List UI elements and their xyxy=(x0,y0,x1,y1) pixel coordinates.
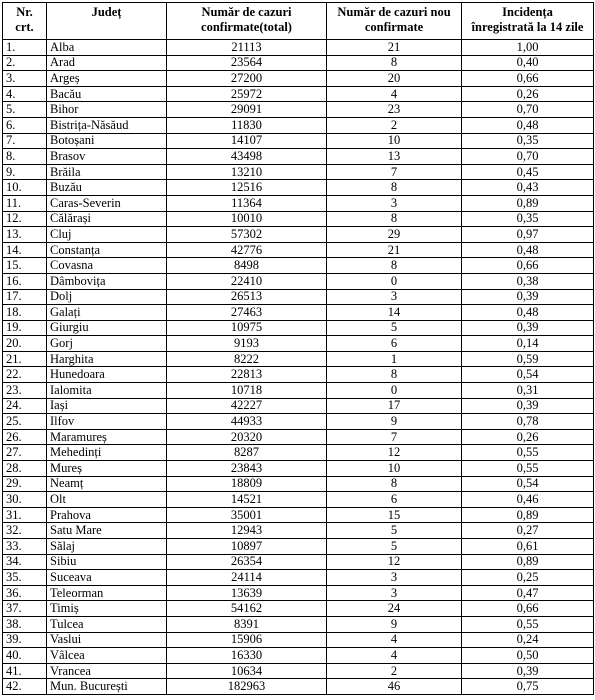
cell-incidence: 0,39 xyxy=(462,663,594,679)
header-nr-line1: Nr. xyxy=(16,5,33,19)
cell-new: 14 xyxy=(327,305,462,321)
cell-incidence: 0,89 xyxy=(462,507,594,523)
cell-incidence: 0,55 xyxy=(462,616,594,632)
cell-confirmed: 35001 xyxy=(167,507,327,523)
header-incidence xyxy=(462,3,594,40)
cell-confirmed: 26513 xyxy=(167,289,327,305)
cell-new: 10 xyxy=(327,461,462,477)
cell-judet: Argeș xyxy=(47,71,167,87)
cell-new: 6 xyxy=(327,336,462,352)
cell-incidence: 0,27 xyxy=(462,523,594,539)
cell-incidence: 0,35 xyxy=(462,133,594,149)
table-row xyxy=(3,351,594,367)
cell-judet: Cluj xyxy=(47,227,167,243)
cell-new: 24 xyxy=(327,601,462,617)
cell-new: 10 xyxy=(327,133,462,149)
table-row xyxy=(3,663,594,679)
header-nr xyxy=(3,3,47,40)
cell-confirmed: 26354 xyxy=(167,554,327,570)
cell-confirmed: 8287 xyxy=(167,445,327,461)
table-row xyxy=(3,180,594,196)
cell-confirmed: 8222 xyxy=(167,351,327,367)
cell-nr: 26. xyxy=(3,429,47,445)
table-row xyxy=(3,164,594,180)
table-row xyxy=(3,367,594,383)
cell-new: 8 xyxy=(327,258,462,274)
cell-judet: Ialomita xyxy=(47,383,167,399)
cell-confirmed: 8391 xyxy=(167,616,327,632)
cell-nr: 19. xyxy=(3,320,47,336)
cell-nr: 20. xyxy=(3,336,47,352)
cell-new: 4 xyxy=(327,86,462,102)
cell-confirmed: 14107 xyxy=(167,133,327,149)
cell-confirmed: 42776 xyxy=(167,242,327,258)
header-confirmed xyxy=(167,3,327,40)
cell-judet: Sibiu xyxy=(47,554,167,570)
cell-new: 29 xyxy=(327,227,462,243)
cell-incidence: 0,75 xyxy=(462,679,594,695)
cell-judet: Tulcea xyxy=(47,616,167,632)
cell-confirmed: 12943 xyxy=(167,523,327,539)
cell-new: 8 xyxy=(327,55,462,71)
cell-incidence: 0,61 xyxy=(462,539,594,555)
header-judet xyxy=(47,3,167,40)
cell-judet: Brasov xyxy=(47,149,167,165)
header-incidence-line2: înregistrată la 14 zile xyxy=(471,20,584,34)
header-confirmed-line2: confirmate(total) xyxy=(201,20,292,34)
cell-judet: Gorj xyxy=(47,336,167,352)
cell-incidence: 0,54 xyxy=(462,367,594,383)
cell-incidence: 0,31 xyxy=(462,383,594,399)
cell-judet: Brăila xyxy=(47,164,167,180)
table-row xyxy=(3,320,594,336)
cell-new: 0 xyxy=(327,273,462,289)
cell-confirmed: 23564 xyxy=(167,55,327,71)
table-row xyxy=(3,632,594,648)
cell-confirmed: 13210 xyxy=(167,164,327,180)
cell-new: 12 xyxy=(327,554,462,570)
table-row xyxy=(3,305,594,321)
header-judet-label: Județ xyxy=(91,5,122,19)
cell-nr: 12. xyxy=(3,211,47,227)
cell-nr: 1. xyxy=(3,40,47,56)
cell-nr: 35. xyxy=(3,570,47,586)
cell-confirmed: 10897 xyxy=(167,539,327,555)
cell-new: 12 xyxy=(327,445,462,461)
table-row xyxy=(3,242,594,258)
cell-confirmed: 16330 xyxy=(167,648,327,664)
cell-nr: 33. xyxy=(3,539,47,555)
cell-nr: 31. xyxy=(3,507,47,523)
table-row xyxy=(3,476,594,492)
cell-incidence: 0,70 xyxy=(462,149,594,165)
cell-judet: Vaslui xyxy=(47,632,167,648)
cell-judet: Caras-Severin xyxy=(47,195,167,211)
cell-judet: Teleorman xyxy=(47,585,167,601)
cell-nr: 23. xyxy=(3,383,47,399)
cell-nr: 40. xyxy=(3,648,47,664)
cell-incidence: 0,59 xyxy=(462,351,594,367)
cell-new: 4 xyxy=(327,648,462,664)
cell-judet: Botoșani xyxy=(47,133,167,149)
cell-nr: 8. xyxy=(3,149,47,165)
cell-judet: Alba xyxy=(47,40,167,56)
cell-incidence: 0,54 xyxy=(462,476,594,492)
cell-judet: Satu Mare xyxy=(47,523,167,539)
cell-judet: Iași xyxy=(47,398,167,414)
cell-confirmed: 182963 xyxy=(167,679,327,695)
cell-judet: Bihor xyxy=(47,102,167,118)
table-row xyxy=(3,273,594,289)
cell-judet: Olt xyxy=(47,492,167,508)
cell-new: 8 xyxy=(327,211,462,227)
cell-nr: 30. xyxy=(3,492,47,508)
header-new-line2: confirmate xyxy=(364,20,424,34)
cell-incidence: 0,55 xyxy=(462,461,594,477)
cell-nr: 9. xyxy=(3,164,47,180)
cell-judet: Buzău xyxy=(47,180,167,196)
table-row xyxy=(3,679,594,695)
cell-incidence: 0,43 xyxy=(462,180,594,196)
cell-judet: Harghita xyxy=(47,351,167,367)
table-row xyxy=(3,211,594,227)
cell-new: 4 xyxy=(327,632,462,648)
table-row xyxy=(3,585,594,601)
table-row xyxy=(3,383,594,399)
cell-confirmed: 43498 xyxy=(167,149,327,165)
table-row xyxy=(3,507,594,523)
cell-new: 13 xyxy=(327,149,462,165)
cell-incidence: 0,26 xyxy=(462,86,594,102)
cell-nr: 28. xyxy=(3,461,47,477)
cell-judet: Dâmbovița xyxy=(47,273,167,289)
cell-new: 3 xyxy=(327,289,462,305)
cell-new: 7 xyxy=(327,429,462,445)
cell-nr: 3. xyxy=(3,71,47,87)
table-row xyxy=(3,40,594,56)
table-row xyxy=(3,71,594,87)
table-row xyxy=(3,289,594,305)
cell-nr: 17. xyxy=(3,289,47,305)
cell-confirmed: 10975 xyxy=(167,320,327,336)
cell-incidence: 0,48 xyxy=(462,117,594,133)
cell-nr: 11. xyxy=(3,195,47,211)
cell-incidence: 0,24 xyxy=(462,632,594,648)
cell-incidence: 0,89 xyxy=(462,195,594,211)
cell-confirmed: 44933 xyxy=(167,414,327,430)
cell-confirmed: 10718 xyxy=(167,383,327,399)
cell-incidence: 0,78 xyxy=(462,414,594,430)
cell-judet: Constanța xyxy=(47,242,167,258)
cell-incidence: 0,46 xyxy=(462,492,594,508)
cell-new: 23 xyxy=(327,102,462,118)
table-row xyxy=(3,570,594,586)
cell-judet: Dolj xyxy=(47,289,167,305)
table-row xyxy=(3,102,594,118)
cell-new: 2 xyxy=(327,663,462,679)
cell-nr: 38. xyxy=(3,616,47,632)
cell-nr: 25. xyxy=(3,414,47,430)
table-row xyxy=(3,648,594,664)
cell-nr: 34. xyxy=(3,554,47,570)
cell-judet: Bacău xyxy=(47,86,167,102)
cell-nr: 18. xyxy=(3,305,47,321)
cell-nr: 36. xyxy=(3,585,47,601)
cell-incidence: 0,26 xyxy=(462,429,594,445)
table-row xyxy=(3,336,594,352)
cell-confirmed: 9193 xyxy=(167,336,327,352)
cell-confirmed: 8498 xyxy=(167,258,327,274)
table-row xyxy=(3,398,594,414)
cell-nr: 10. xyxy=(3,180,47,196)
cell-confirmed: 20320 xyxy=(167,429,327,445)
cell-incidence: 0,55 xyxy=(462,445,594,461)
cell-nr: 6. xyxy=(3,117,47,133)
table-row xyxy=(3,195,594,211)
cell-confirmed: 42227 xyxy=(167,398,327,414)
cell-judet: Giurgiu xyxy=(47,320,167,336)
table-row xyxy=(3,149,594,165)
cell-new: 20 xyxy=(327,71,462,87)
cell-judet: Galați xyxy=(47,305,167,321)
table-row xyxy=(3,86,594,102)
table-row xyxy=(3,523,594,539)
cell-judet: Vrancea xyxy=(47,663,167,679)
cell-confirmed: 10634 xyxy=(167,663,327,679)
cell-confirmed: 11830 xyxy=(167,117,327,133)
cell-nr: 24. xyxy=(3,398,47,414)
cell-nr: 16. xyxy=(3,273,47,289)
cell-incidence: 0,39 xyxy=(462,398,594,414)
cell-judet: Maramureș xyxy=(47,429,167,445)
header-confirmed-line1: Număr de cazuri xyxy=(201,5,292,19)
header-nr-line2: crt. xyxy=(15,20,34,34)
cell-new: 5 xyxy=(327,539,462,555)
cell-new: 21 xyxy=(327,242,462,258)
table-row xyxy=(3,258,594,274)
cell-judet: Vâlcea xyxy=(47,648,167,664)
cell-confirmed: 21113 xyxy=(167,40,327,56)
table-row xyxy=(3,429,594,445)
table-row xyxy=(3,554,594,570)
cell-incidence: 0,50 xyxy=(462,648,594,664)
cell-confirmed: 10010 xyxy=(167,211,327,227)
cell-incidence: 0,97 xyxy=(462,227,594,243)
cell-confirmed: 22813 xyxy=(167,367,327,383)
cell-new: 8 xyxy=(327,367,462,383)
cell-confirmed: 27463 xyxy=(167,305,327,321)
cell-confirmed: 57302 xyxy=(167,227,327,243)
cell-incidence: 0,45 xyxy=(462,164,594,180)
cell-nr: 39. xyxy=(3,632,47,648)
cell-incidence: 0,39 xyxy=(462,289,594,305)
table-row xyxy=(3,601,594,617)
cell-new: 9 xyxy=(327,616,462,632)
cell-confirmed: 14521 xyxy=(167,492,327,508)
table-row xyxy=(3,616,594,632)
cell-new: 0 xyxy=(327,383,462,399)
table-row xyxy=(3,55,594,71)
cell-confirmed: 11364 xyxy=(167,195,327,211)
cell-new: 7 xyxy=(327,164,462,180)
cell-incidence: 0,25 xyxy=(462,570,594,586)
cell-judet: Călărași xyxy=(47,211,167,227)
cell-judet: Sălaj xyxy=(47,539,167,555)
cell-new: 2 xyxy=(327,117,462,133)
cell-incidence: 0,48 xyxy=(462,305,594,321)
cell-incidence: 0,48 xyxy=(462,242,594,258)
cell-new: 17 xyxy=(327,398,462,414)
cell-confirmed: 22410 xyxy=(167,273,327,289)
cell-nr: 13. xyxy=(3,227,47,243)
cell-judet: Timiș xyxy=(47,601,167,617)
cell-incidence: 0,14 xyxy=(462,336,594,352)
cell-incidence: 0,89 xyxy=(462,554,594,570)
cell-confirmed: 15906 xyxy=(167,632,327,648)
table-row xyxy=(3,445,594,461)
cell-new: 21 xyxy=(327,40,462,56)
cell-judet: Prahova xyxy=(47,507,167,523)
cell-nr: 21. xyxy=(3,351,47,367)
cell-confirmed: 27200 xyxy=(167,71,327,87)
cell-judet: Mureș xyxy=(47,461,167,477)
table-body xyxy=(3,40,594,695)
cell-nr: 32. xyxy=(3,523,47,539)
cell-judet: Mehedinți xyxy=(47,445,167,461)
cell-nr: 2. xyxy=(3,55,47,71)
cell-nr: 14. xyxy=(3,242,47,258)
cell-incidence: 0,66 xyxy=(462,258,594,274)
header-new xyxy=(327,3,462,40)
cell-nr: 15. xyxy=(3,258,47,274)
cell-confirmed: 25972 xyxy=(167,86,327,102)
cell-nr: 27. xyxy=(3,445,47,461)
cell-nr: 37. xyxy=(3,601,47,617)
cell-new: 3 xyxy=(327,570,462,586)
cell-new: 5 xyxy=(327,320,462,336)
cell-confirmed: 54162 xyxy=(167,601,327,617)
cell-new: 1 xyxy=(327,351,462,367)
cell-judet: Neamț xyxy=(47,476,167,492)
cell-confirmed: 13639 xyxy=(167,585,327,601)
cell-incidence: 0,35 xyxy=(462,211,594,227)
cell-confirmed: 23843 xyxy=(167,461,327,477)
cell-incidence: 1,00 xyxy=(462,40,594,56)
cell-incidence: 0,66 xyxy=(462,71,594,87)
cell-incidence: 0,39 xyxy=(462,320,594,336)
cell-incidence: 0,70 xyxy=(462,102,594,118)
cell-new: 3 xyxy=(327,195,462,211)
table-row xyxy=(3,492,594,508)
cell-judet: Suceava xyxy=(47,570,167,586)
cell-nr: 29. xyxy=(3,476,47,492)
cell-nr: 7. xyxy=(3,133,47,149)
cell-judet: Hunedoara xyxy=(47,367,167,383)
cell-judet: Mun. București xyxy=(47,679,167,695)
cell-judet: Covasna xyxy=(47,258,167,274)
cell-confirmed: 12516 xyxy=(167,180,327,196)
header-row xyxy=(3,3,594,40)
cell-nr: 42. xyxy=(3,679,47,695)
cell-confirmed: 29091 xyxy=(167,102,327,118)
header-incidence-line1: Incidența xyxy=(502,5,553,19)
cell-incidence: 0,47 xyxy=(462,585,594,601)
cell-new: 8 xyxy=(327,180,462,196)
cell-new: 8 xyxy=(327,476,462,492)
cell-new: 9 xyxy=(327,414,462,430)
cell-incidence: 0,40 xyxy=(462,55,594,71)
cell-new: 15 xyxy=(327,507,462,523)
table-row xyxy=(3,461,594,477)
cell-nr: 5. xyxy=(3,102,47,118)
cell-new: 46 xyxy=(327,679,462,695)
cell-judet: Arad xyxy=(47,55,167,71)
cell-new: 5 xyxy=(327,523,462,539)
cell-nr: 41. xyxy=(3,663,47,679)
table-header xyxy=(3,3,594,40)
header-new-line1: Număr de cazuri nou xyxy=(337,5,451,19)
cell-nr: 22. xyxy=(3,367,47,383)
cell-judet: Bistrița-Năsăud xyxy=(47,117,167,133)
cell-incidence: 0,66 xyxy=(462,601,594,617)
table-row xyxy=(3,133,594,149)
cell-new: 6 xyxy=(327,492,462,508)
cell-nr: 4. xyxy=(3,86,47,102)
cell-confirmed: 24114 xyxy=(167,570,327,586)
cell-judet: Ilfov xyxy=(47,414,167,430)
table-row xyxy=(3,227,594,243)
table-row xyxy=(3,414,594,430)
covid-county-table xyxy=(2,2,594,695)
table-row xyxy=(3,117,594,133)
cell-incidence: 0,38 xyxy=(462,273,594,289)
cell-new: 3 xyxy=(327,585,462,601)
table-row xyxy=(3,539,594,555)
cell-confirmed: 18809 xyxy=(167,476,327,492)
